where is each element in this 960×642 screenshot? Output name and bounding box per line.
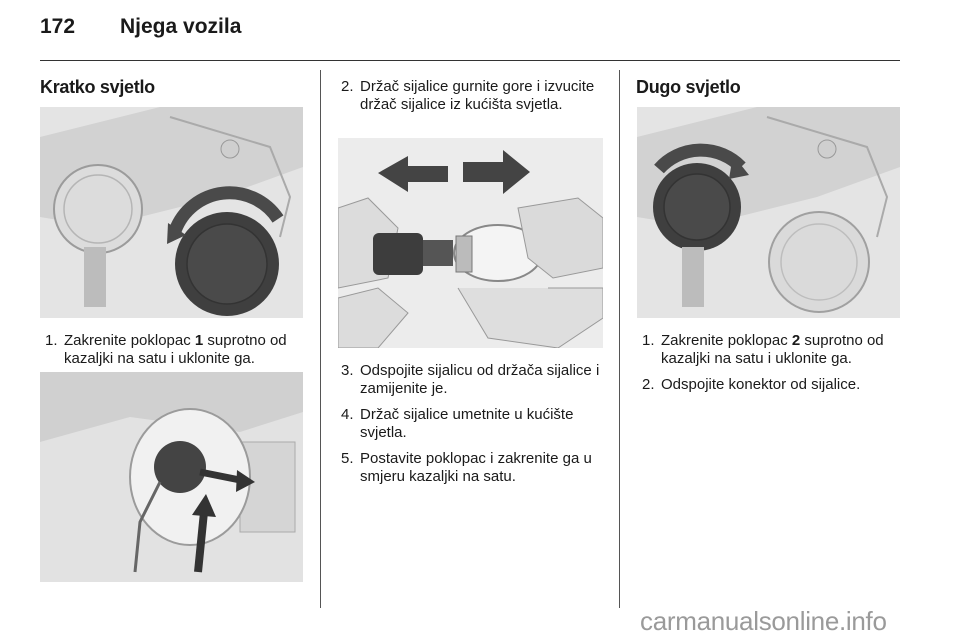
list-item: [40, 332, 308, 367]
step-number: 4.: [341, 406, 354, 423]
step-text-pre: Zakrenite poklopac: [661, 332, 792, 349]
page-number: 172: [40, 15, 76, 38]
low-beam-holder-illustration: [40, 372, 303, 582]
step-text-pre: Zakrenite poklopac: [64, 332, 195, 349]
list-item: [637, 376, 905, 394]
step-number: 5.: [341, 450, 354, 467]
step-text: Držač sijalice umetnite u kućište svjetla.: [360, 406, 574, 441]
page-title: Njega vozila: [120, 15, 242, 38]
step-text: Odspojite konektor od sijalice.: [661, 376, 861, 393]
watermark: carmanualsonline.info: [640, 606, 887, 636]
step-text: Postavite poklopac i zakrenite ga u smjeru kazaljki na satu.: [360, 450, 592, 485]
list-item: [637, 332, 905, 367]
high-beam-steps: [637, 332, 905, 403]
low-beam-steps-c: [336, 362, 608, 494]
low-beam-column: [40, 70, 304, 98]
step-number: 3.: [341, 362, 354, 379]
high-beam-cover-illustration: [637, 107, 900, 318]
step-number: 2.: [341, 78, 354, 95]
step-text-post: suprotno od kazaljki na satu i uklonite ga.: [661, 332, 884, 367]
step-number: 1.: [45, 332, 58, 349]
step-text: Odspojite sijalicu od držača sijalice i zamijenite je.: [360, 362, 600, 397]
step-ref-number: 2: [791, 332, 801, 349]
step-text: Držač sijalice gurnite gore i izvucite držač sijalice iz kućišta svjetla.: [360, 78, 595, 113]
list-item: [336, 362, 608, 397]
low-beam-cover-illustration: [40, 107, 303, 318]
step-number: 2.: [642, 376, 655, 393]
low-beam-heading: Kratko svjetlo: [40, 77, 155, 97]
high-beam-heading: Dugo svjetlo: [636, 77, 741, 97]
low-beam-steps-b: [336, 78, 608, 122]
bulb-removal-illustration: [338, 138, 603, 348]
step-number: 1.: [642, 332, 655, 349]
step-text-post: suprotno od kazaljki na satu i uklonite ga.: [64, 332, 287, 367]
column-divider-2: [619, 70, 620, 608]
high-beam-column: [636, 70, 900, 98]
list-item: [336, 78, 608, 113]
list-item: [336, 450, 608, 485]
low-beam-steps-a: [40, 332, 308, 376]
list-item: [336, 406, 608, 441]
header-divider: [40, 60, 900, 61]
column-divider-1: [320, 70, 321, 608]
step-ref-number: 1: [194, 332, 204, 349]
